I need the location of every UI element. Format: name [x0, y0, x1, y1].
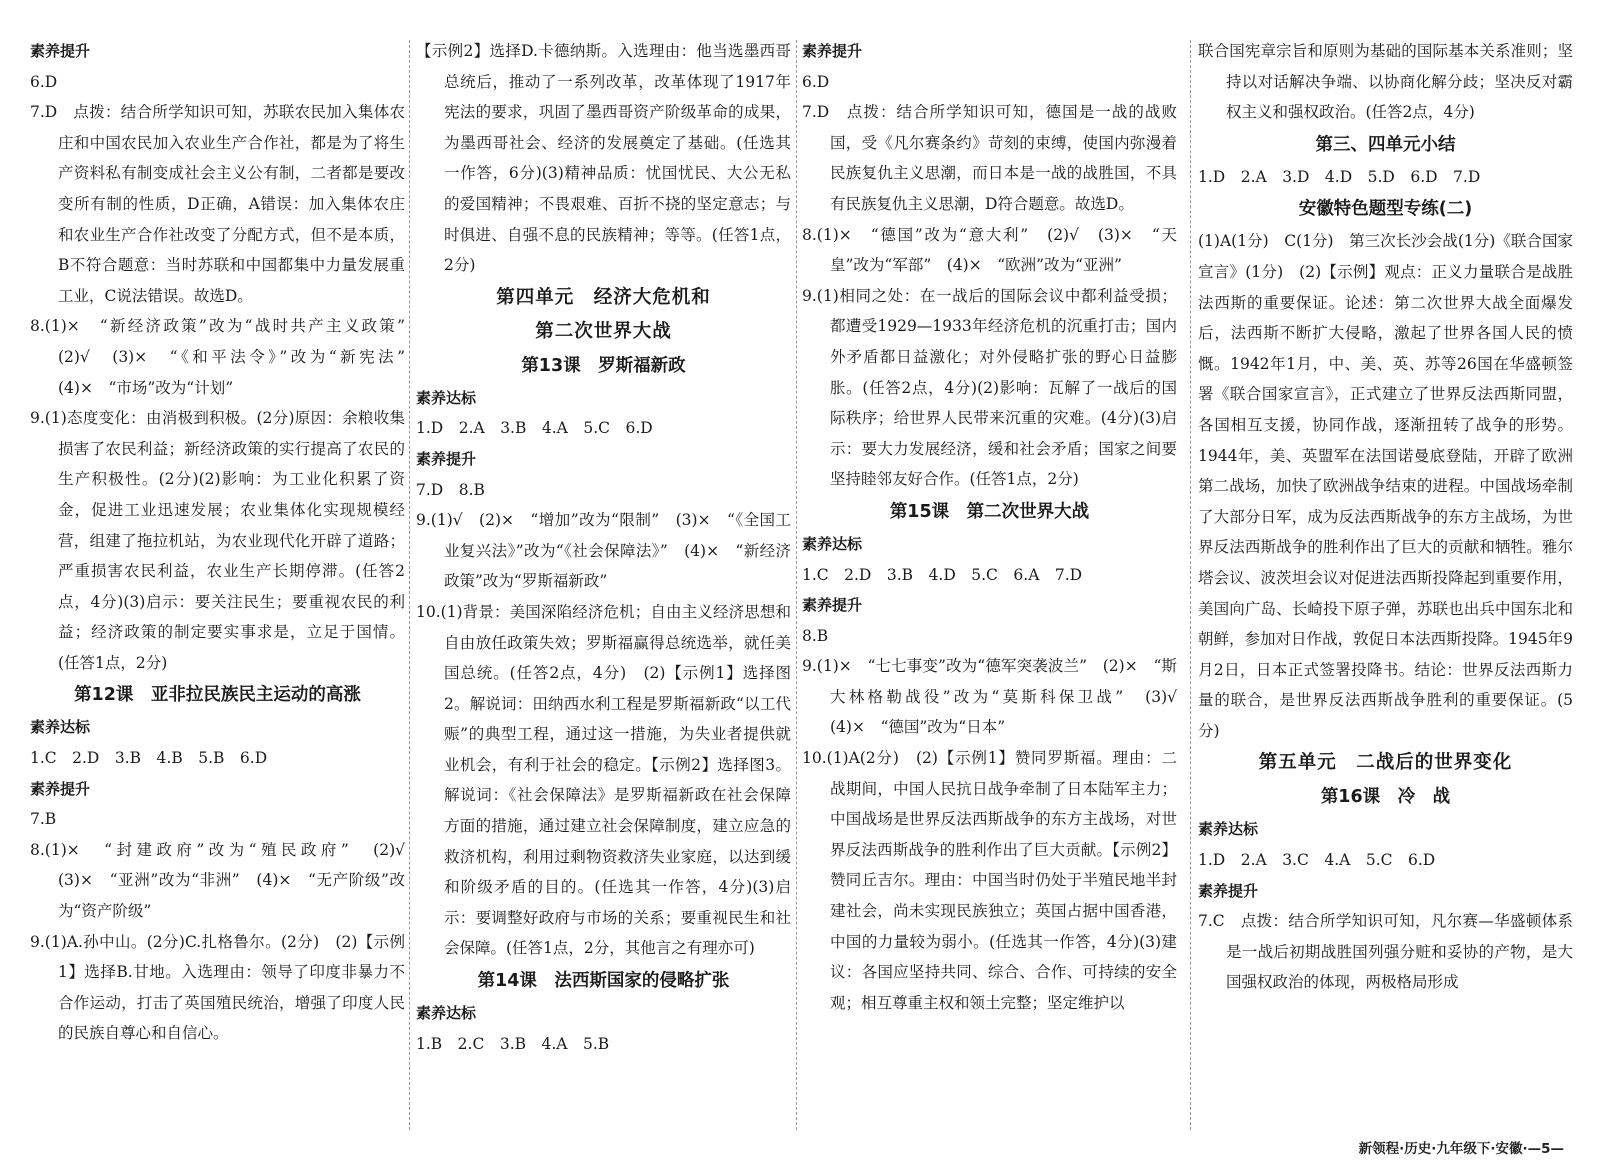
answer-paragraph: 8.(1)× “德国”改为“意大利” (2)√ (3)× “天皇”改为“军部” (4)× “欧洲”改为“亚洲”: [802, 225, 1177, 275]
answer-paragraph: 7.B: [30, 810, 57, 829]
answer-paragraph: 8.(1)× “封建政府”改为“殖民政府” (2)√ (3)× “亚洲”改为“非洲” (4)× “无产阶级”改为“资产阶级”: [30, 840, 421, 921]
section-heading: 素养提升: [30, 42, 91, 60]
section-heading: 素养达标: [802, 534, 863, 553]
lesson-title: 第12课 亚非拉民族民主运动的高涨: [74, 685, 361, 706]
lesson-title: 第16课 冷 战: [1320, 787, 1451, 808]
answer-paragraph: 6.D: [30, 72, 58, 91]
unit-title: 第四单元 经济大危机和: [496, 286, 711, 308]
section-heading: 素养达标: [30, 718, 91, 737]
answer-paragraph: 1.D 2.A 3.C 4.A 5.C 6.D: [1198, 851, 1436, 870]
answer-paragraph: 7.D 点拨：结合所学知识可知，德国是一战的战败国，受《凡尔赛条约》苛刻的束缚，使国内弥漫着民族复仇主义思潮，而日本是一战的战胜国，不具有民族复仇主义思潮，D符合题意。故选D。: [802, 103, 1177, 213]
answer-paragraph: 【示例2】选择D.卡德纳斯。入选理由：他当选墨西哥总统后，推动了一系列改革，改革体现了1917年宪法的要求，巩固了墨西哥资产阶级革命的成果，为墨西哥社会、经济的发展奠定了基础。(任选其一作答，6分)(3)精神品质：忧国忧民、大公无私的爱国精神；不畏艰难、百折不挠的坚定意志；与时俱进、自强不息的民族精神；等等。(任答1点，2分): [416, 42, 791, 275]
column-divider: [1190, 40, 1191, 1130]
answer-paragraph: 10.(1)背景：美国深陷经济危机；自由主义经济思想和自由放任政策失效；罗斯福赢得总统选举，就任美国总统。(任答2点，4分) (2)【示例1】选择图2。解说词：田纳西水利工程是罗斯福新政“以工代赈”的典型工程，通过这一措施，为失业者提供就业机会，有利于社会的稳定。【示例2】选择图3。解说词：《社会保障法》是罗斯福新政在社会保障方面的措施，通过建立社会保障制度，建立应急的救济机构，利用过剩物资救济失业家庭，以达到缓和阶级矛盾的目的。(任选其一作答，4分)(3)启示：要调整好政府与市场的关系；要重视民生和社会保障。(任答1点，2分，其他言之有理亦可): [416, 602, 791, 958]
answer-paragraph: 联合国宪章宗旨和原则为基础的国际基本关系准则；坚持以对话解决争端、以协商化解分歧；坚决反对霸权主义和强权政治。(任答2点，4分): [1198, 42, 1573, 122]
answer-column-2: [416, 36, 791, 1131]
lesson-title: 第三、四单元小结: [1315, 134, 1456, 155]
section-heading: 素养提升: [802, 596, 863, 615]
section-heading: 素养达标: [416, 388, 477, 407]
unit-title: 第五单元 二战后的世界变化: [1258, 752, 1513, 774]
column-divider: [409, 40, 410, 1130]
answer-column-1: [30, 36, 421, 1131]
answer-paragraph: 1.D 2.A 3.D 4.D 5.D 6.D 7.D: [1198, 167, 1481, 186]
answer-paragraph: 1.C 2.D 3.B 4.B 5.B 6.D: [30, 749, 268, 768]
page-footer: 新领程·历史·九年级下·安徽·—5—: [1358, 1141, 1564, 1158]
section-heading: 素养提升: [1198, 881, 1259, 900]
answer-column-4: [1198, 36, 1573, 1131]
lesson-title: 第14课 法西斯国家的侵略扩张: [477, 971, 730, 992]
answer-paragraph: 6.D: [802, 72, 830, 91]
answer-paragraph: 7.D 点拨：结合所学知识可知，苏联农民加入集体农庄和中国农民加入农业生产合作社，都是为了将生产资料私有制变成社会主义公有制，二者都是要改变所有制的性质，D正确，A错误：加入集体农庄和农业生产合作社改变了分配方式，但不是本质，B不符合题意：当时苏联和中国都集中力量发展重工业，C说法错误。故选D。: [30, 103, 405, 305]
answer-paragraph: 9.(1)A.孙中山。(2分)C.扎格鲁尔。(2分) (2)【示例1】选择B.甘地。入选理由：领导了印度非暴力不合作运动，打击了英国殖民统治，增强了印度人民的民族自尊心和自信心。: [30, 932, 405, 1043]
section-heading: 素养达标: [1198, 820, 1259, 839]
section-heading: 素养提升: [416, 449, 477, 468]
lesson-title: 第15课 第二次世界大战: [889, 501, 1090, 522]
answer-paragraph: 1.C 2.D 3.B 4.D 5.C 6.A 7.D: [802, 565, 1083, 584]
answer-paragraph: 9.(1)√ (2)× “增加”改为“限制” (3)× “《全国工业复兴法》”改为“《社会保障法》” (4)× “新经济政策”改为“罗斯福新政”: [416, 511, 791, 591]
answer-paragraph: 10.(1)A(2分) (2)【示例1】赞同罗斯福。理由：二战期间，中国人民抗日战争牵制了日本陆军主力；中国战场是世界反法西斯战争的东方主战场，对世界反法西斯战争的胜利作出了巨大贡献。【示例2】赞同丘吉尔。理由：中国当时仍处于半殖民地半封建社会，尚未实现民族独立；英国占据中国香港，中国的力量较为弱小。(任选其一作答，4分)(3)建议：各国应坚持共同、综合、合作、可持续的安全观；相互尊重主权和领土完整；坚定维护以: [802, 749, 1177, 1012]
answer-paragraph: 8.(1)× “新经济政策”改为“战时共产主义政策” (2)√ (3)× “《和平法令》”改为“新宪法” (4)× “市场”改为“计划”: [30, 317, 421, 397]
answer-paragraph: 1.D 2.A 3.B 4.A 5.C 6.D: [416, 419, 653, 438]
answer-paragraph: 9.(1)态度变化：由消极到积极。(2分)原因：余粮收集损害了农民利益；新经济政策的实行提高了农民的生产积极性。(2分)(2)影响：为工业化积累了资金，促进工业迅速发展；农业集体化实现规模经营，组建了拖拉机站，为农业现代化开辟了道路；严重损害农民利益，农业生产长期停滞。(任答2点，4分)(3)启示：要关注民生；要重视农民的利益；经济政策的制定要实事求是，立足于国情。(任答1点，2分): [30, 409, 405, 672]
section-heading: 素养提升: [802, 42, 863, 60]
lesson-title: 第13课 罗斯福新政: [521, 355, 686, 376]
section-heading: 素养提升: [30, 779, 91, 798]
section-heading: 素养达标: [416, 1004, 477, 1023]
answer-paragraph: 7.C 点拨：结合所学知识可知，凡尔赛—华盛顿体系是一战后初期战胜国列强分赃和妥协的产物，是大国强权政治的体现，两极格局形成: [1198, 912, 1573, 992]
answer-column-3: [802, 36, 1193, 1131]
column-divider: [796, 40, 797, 1130]
answer-paragraph: 9.(1)× “七七事变”改为“德军突袭波兰” (2)× “斯大林格勒战役”改为“莫斯科保卫战” (3)√ (4)× “德国”改为“日本”: [802, 657, 1193, 737]
lesson-title: 安徽特色题型专练(二): [1298, 199, 1473, 220]
answer-paragraph: (1)A(1分) C(1分) 第三次长沙会战(1分)《联合国家宣言》(1分) (2)【示例】观点：正义力量联合是战胜法西斯的重要保证。论述：第二次世界大战全面爆发后，法西斯不断扩大侵略，激起了世界各国人民的愤慨。1942年1月，中、美、英、苏等26国在华盛顿签署《联合国家宣言》，正式建立了世界反法西斯同盟，各国相互支援，协同作战，逐渐扭转了战争的形势。1944年，美、英盟军在法国诺曼底登陆，开辟了欧洲第二战场，加快了欧洲战争结束的进程。中国战场牵制了大部分日军，成为反法西斯战争的东方主战场，为世界反法西斯战争的胜利作出了巨大的贡献和牺牲。雅尔塔会议、波茨坦会议对促进法西斯投降起到重要作用，美国向广岛、长崎投下原子弹，苏联也出兵中国东北和朝鲜，参加对日作战，敦促日本法西斯投降。1945年9月2日，日本正式签署投降书。结论：世界反法西斯力量的联合，是世界反法西斯战争胜利的重要保证。(5分): [1198, 232, 1573, 740]
unit-title: 第二次世界大战: [535, 320, 672, 342]
answer-paragraph: 7.D 8.B: [416, 480, 485, 499]
answer-paragraph: 8.B: [802, 626, 829, 645]
answer-paragraph: 9.(1)相同之处：在一战后的国际会议中都利益受损；都遭受1929—1933年经济危机的沉重打击；国内外矛盾都日益激化；对外侵略扩张的野心日益膨胀。(任答2点，4分)(2)影响：瓦解了一战后的国际秩序；给世界人民带来沉重的灾难。(4分)(3)启示：要大力发展经济，缓和社会矛盾；国家之间要坚持睦邻友好合作。(任答1点，2分): [802, 286, 1177, 489]
answer-paragraph: 1.B 2.C 3.B 4.A 5.B: [416, 1034, 610, 1053]
